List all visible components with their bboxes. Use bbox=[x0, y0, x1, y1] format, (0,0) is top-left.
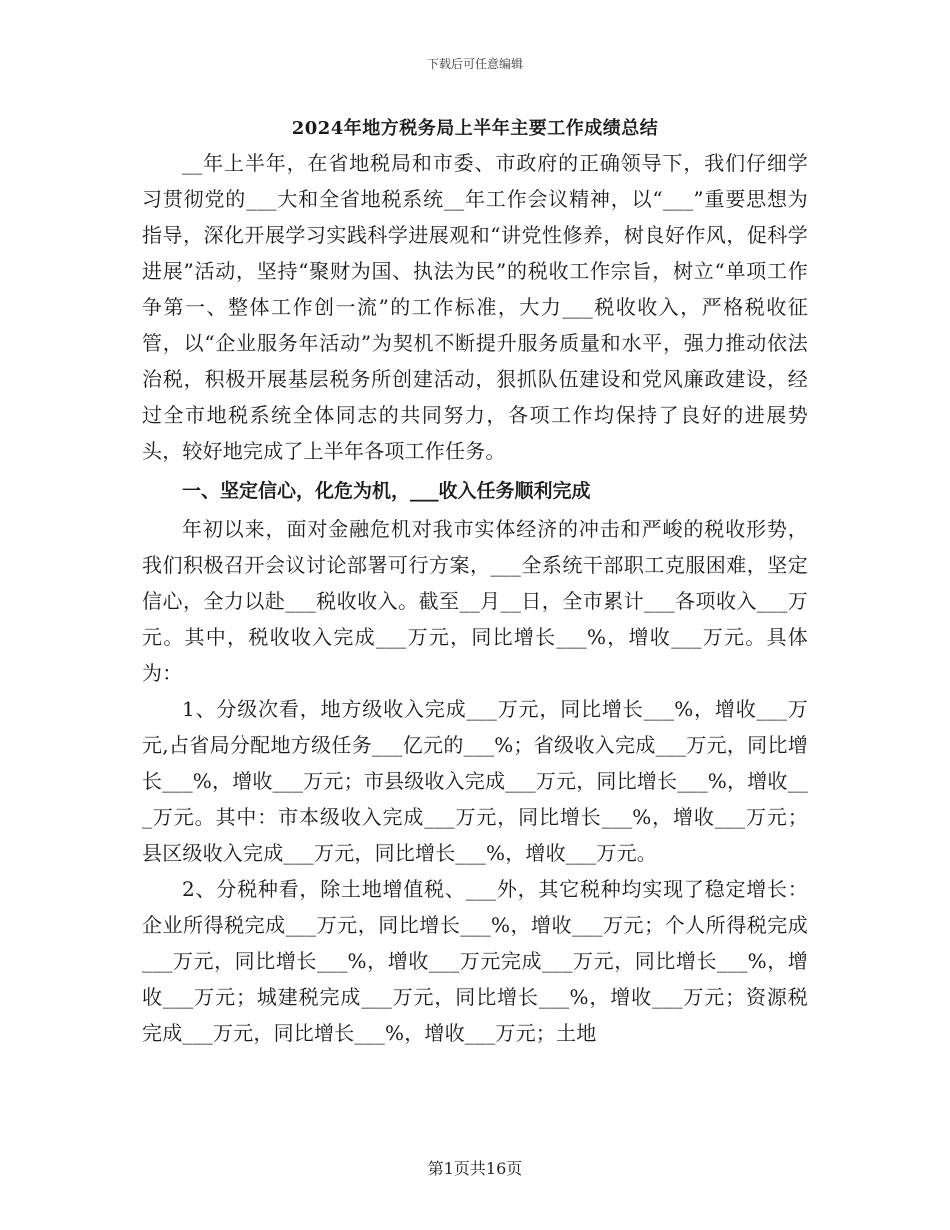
section-heading-1: 一、坚定信心，化危为机，___收入任务顺利完成 bbox=[182, 480, 591, 502]
intro-paragraph: __年上半年，在省地税局和市委、市政府的正确领导下，我们仔细学习贯彻党的___大和全省地税系统__年工作会议精神，以“___”重要思想为指导，深化开展学习实践科学进展观和“讲党性修养，树良好作风，促科学进展”活动，坚持“聚财为国、执法为民”的税收工作宗旨，树立“单项工作争第一、整体工作创一流”的工作标准，大力___税收收入，严格税收征管，以“企业服务年活动”为契机不断提升服务质量和水平，强力推动依法治税，积极开展基层税务所创建活动，狠抓队伍建设和党风廉政建设，经过全市地税系统全体同志的共同努力，各项工作均保持了良好的进展势头，较好地完成了上半年各项工作任务。 bbox=[142, 151, 808, 463]
document-title: 2024年地方税务局上半年主要工作成绩总结 bbox=[291, 118, 659, 139]
section1-paragraph: 年初以来，面对金融危机对我市实体经济的冲击和严峻的税收形势，我们积极召开会议讨论部署可行方案，___全系统干部职工克服困难，坚定信心，全力以赴___税收收入。截至__月__日，全市累计___各项收入___万元。其中，税收收入完成___万元，同比增长___%，增收___万元。具体为： bbox=[142, 517, 808, 685]
page-number: 第1页共16页 bbox=[427, 1159, 523, 1178]
page-header-note: 下载后可任意编辑 bbox=[426, 57, 523, 71]
document-body bbox=[142, 113, 808, 1051]
section1-paragraph: 2、分税种看，除土地增值税、___外，其它税种均实现了稳定增长：企业所得税完成___万元，同比增长___%，增收___万元；个人所得税完成___万元，同比增长___%，增收___万元完成___万元，同比增长___%，增收___万元；城建税完成___万元，同比增长___%，增收___万元；资源税完成___万元，同比增长___%，增收___万元；土地 bbox=[142, 877, 808, 1045]
section1-paragraph: 1、分级次看，地方级收入完成___万元，同比增长___%，增收___万元,占省局分配地方级任务___亿元的___%；省级收入完成___万元，同比增长___%，增收___万元；市县级收入完成___万元，同比增长___%，增收___万元。其中：市本级收入完成___万元，同比增长___%，增收___万元；县区级收入完成___万元，同比增长___%，增收___万元。 bbox=[142, 697, 809, 865]
